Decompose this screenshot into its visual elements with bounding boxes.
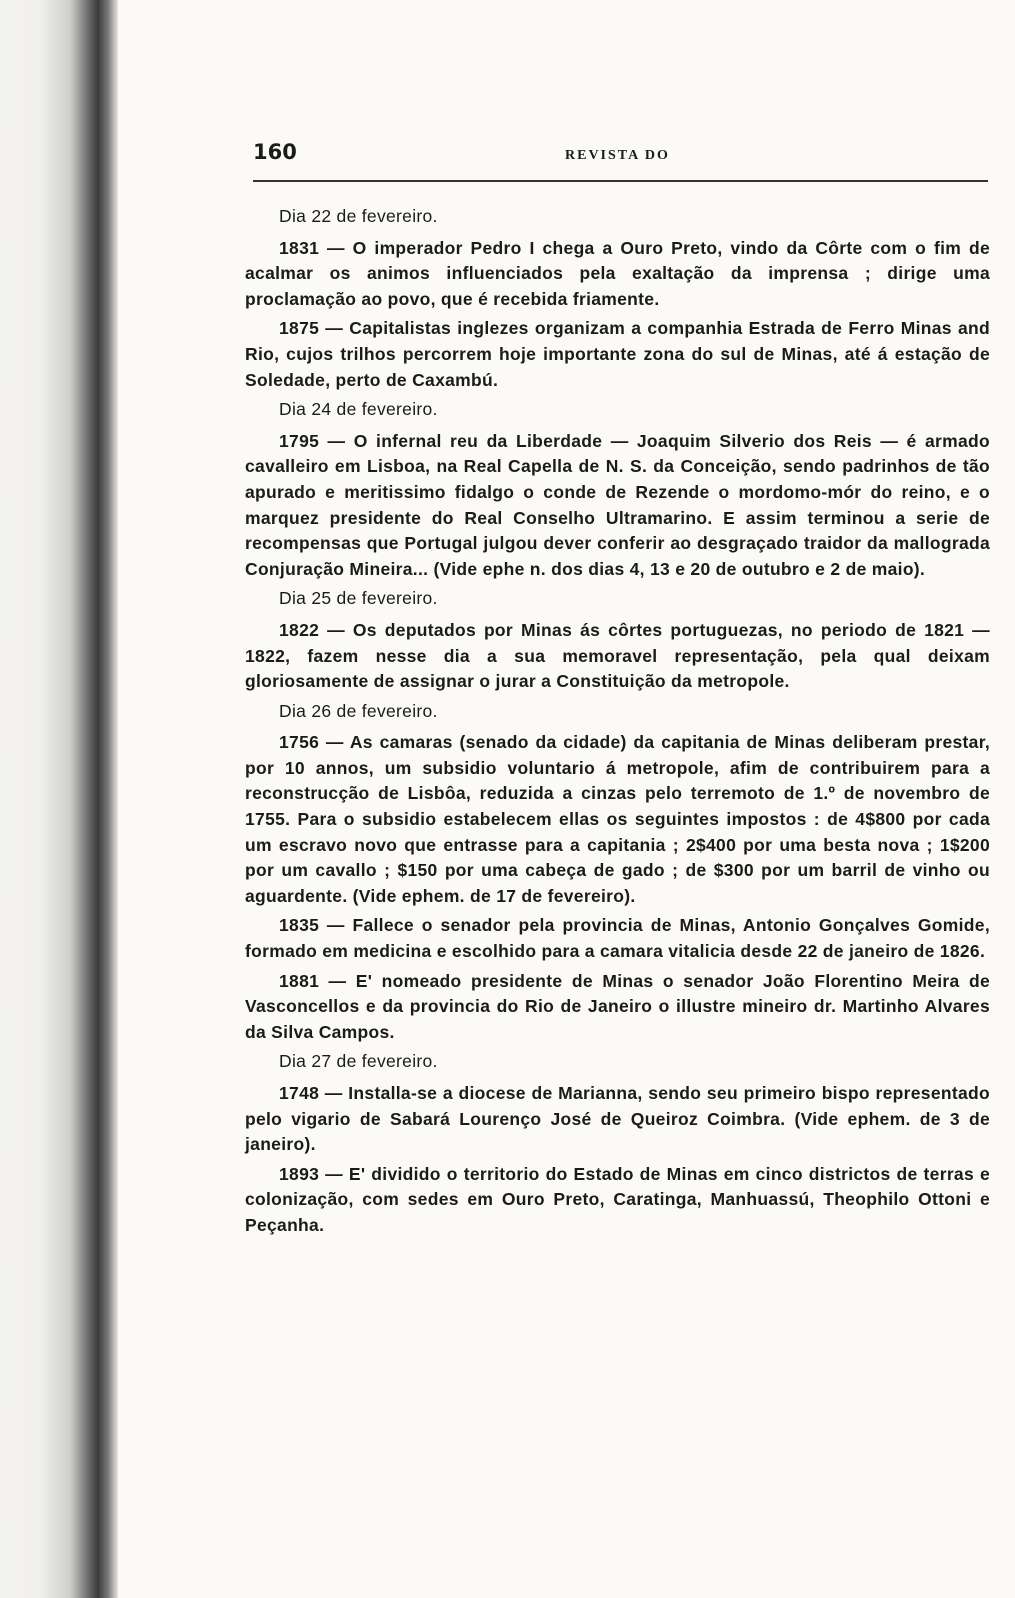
page-body	[245, 204, 990, 1239]
chronology-entry: 1795 — O infernal reu da Liberdade — Joaquim Silverio dos Reis — é armado cavalleiro em Lisboa, na Real Capella de N. S. da Conceição, sendo padrinhos de tão apurado e meritissimo fidalgo o conde de Rezende o mordomo-mór do reino, e o marquez presidente do Real Conselho Ultramarino. E assim terminou a serie de recompensas que Portugal julgou dever conferir ao desgraçado traidor da mallograda Conjuração Mineira... (Vide ephe n. dos dias 4, 13 e 20 de outubro e 2 de maio).	[245, 430, 990, 579]
chronology-entry: 1893 — E' dividido o territorio do Estado de Minas em cinco districtos de terras e colonização, com sedes em Ouro Preto, Caratinga, Manhuassú, Theophilo Ottoni e Peçanha.	[245, 1163, 990, 1235]
chronology-entry: 1822 — Os deputados por Minas ás côrtes portuguezas, no periodo de 1821 — 1822, fazem nesse dia a sua memoravel representação, pela qual deixam gloriosamente de assignar o jurar a Constituição da metropole.	[245, 619, 990, 692]
day-heading: Dia 22 de fevereiro.	[279, 206, 438, 226]
chronology-entry: 1881 — E' nomeado presidente de Minas o senador João Florentino Meira de Vasconcellos e da provincia do Rio de Janeiro o illustre mineiro dr. Martinho Alvares da Silva Campos.	[245, 970, 990, 1042]
chronology-entry: 1748 — Installa-se a diocese de Marianna, sendo seu primeiro bispo representado pelo vigario de Sabará Lourenço José de Queiroz Coimbra. (Vide ephem. de 3 de janeiro).	[245, 1083, 990, 1155]
running-title: REVISTA DO	[565, 148, 670, 163]
day-heading: Dia 27 de fevereiro.	[279, 1051, 438, 1072]
header-rule	[253, 180, 988, 182]
day-heading: Dia 25 de fevereiro.	[279, 588, 438, 609]
day-heading: Dia 26 de fevereiro.	[279, 700, 438, 721]
book-binding-shadow	[0, 0, 118, 1598]
day-heading: Dia 24 de fevereiro.	[279, 399, 438, 420]
page-header	[245, 140, 990, 180]
chronology-entry: 1756 — As camaras (senado da cidade) da capitania de Minas deliberam prestar, por 10 annos, um subsidio voluntario á metropole, afim de contribuirem para a reconstrucção de Lisbôa, reduzida a cinzas pelo terremoto de 1.º de novembro de 1755. Para o subsidio estabelecem ellas os seguintes impostos : de 4$800 por cada um escravo novo que entrasse para a capitania ; 2$400 por uma besta nova ; 1$200 por um cavallo ; $150 por uma cabeça de gado ; de $300 por um barril de vinho ou aguardente. (Vide ephem. de 17 de fevereiro).	[245, 732, 990, 906]
chronology-entry: 1831 — O imperador Pedro I chega a Ouro Preto, vindo da Côrte com o fim de acalmar os animos influenciados pela exaltação da imprensa ; dirige uma proclamação ao povo, que é recebida friamente.	[245, 237, 990, 309]
chronology-entry: 1875 — Capitalistas inglezes organizam a companhia Estrada de Ferro Minas and Rio, cujos trilhos percorrem hoje importante zona do sul de Minas, até á estação de Soledade, perto de Caxambú.	[245, 318, 990, 390]
chronology-entry: 1835 — Fallece o senador pela provincia de Minas, Antonio Gonçalves Gomide, formado em medicina e escolhido para a camara vitalicia desde 22 de janeiro de 1826.	[245, 915, 990, 962]
book-page	[245, 140, 990, 1243]
page-number: 160	[253, 140, 297, 164]
